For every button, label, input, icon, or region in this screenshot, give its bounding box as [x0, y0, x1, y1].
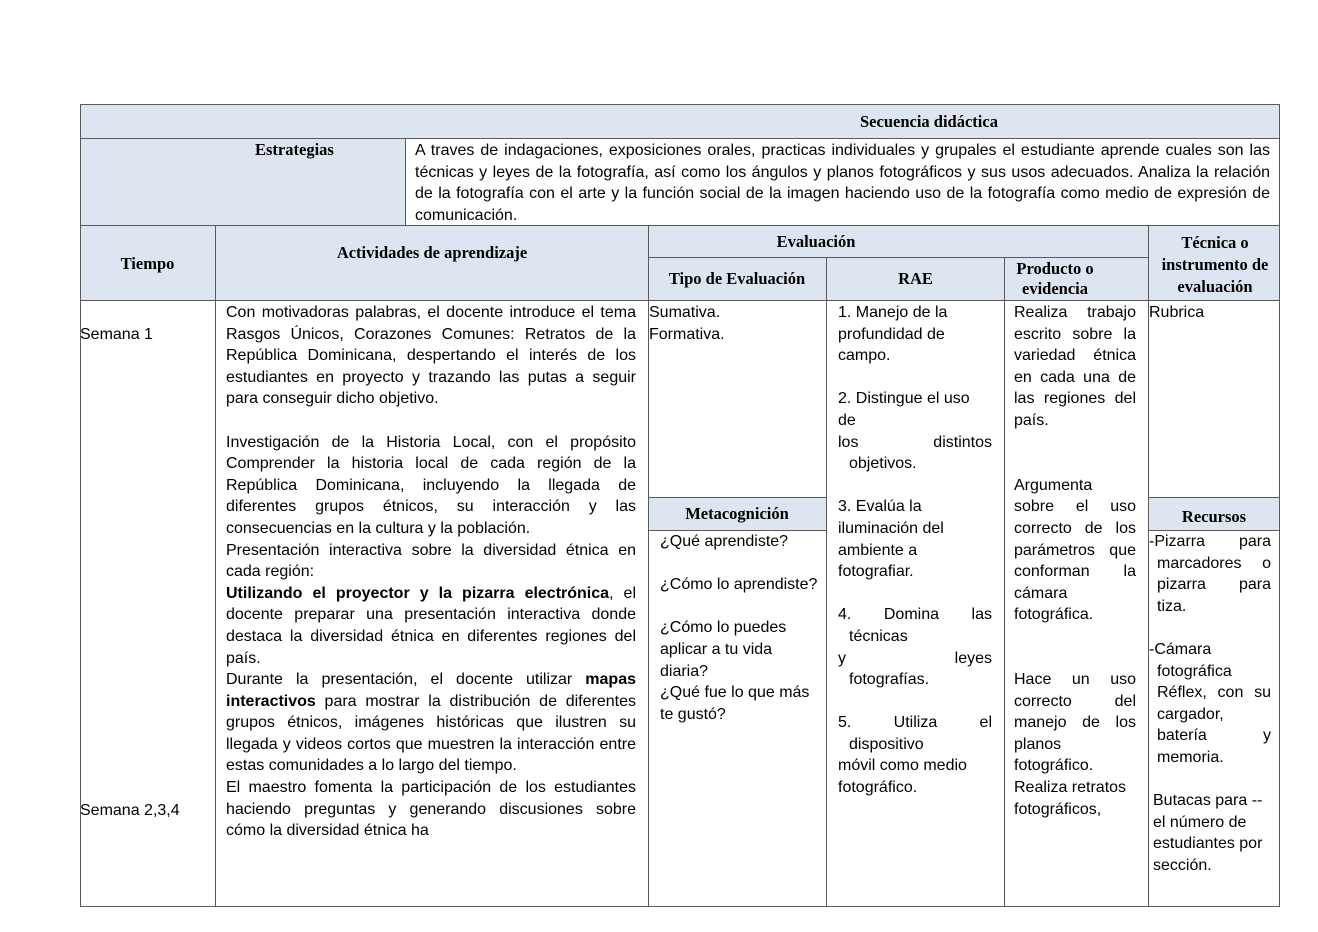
actividades-p5-rest: para mostrar la distribución de diferentes grupos étnicos, imágenes históricas que ilustren su llegada y videos cortos que muestren la interacción entre estas comunidades a lo largo del tiempo.	[226, 692, 636, 775]
recursos-list	[1149, 531, 1271, 877]
actividades-p5	[226, 669, 636, 777]
header-tiempo: Tiempo	[120, 254, 175, 273]
table-title: Secuencia didáctica	[860, 112, 998, 131]
header-recursos: Recursos	[1181, 507, 1247, 526]
rae-item-4b: técnicas	[849, 627, 908, 645]
producto-item-1: Realiza trabajo escrito sobre la variedad étnica en cada una de las regiones del país.	[1014, 304, 1136, 429]
recursos-item-2: -Cámara fotográfica Réflex, con su cargador, batería y memoria.	[1149, 640, 1271, 766]
actividades-p4	[226, 583, 636, 669]
tipo-evaluacion-item: Sumativa.	[649, 304, 721, 321]
actividades-p4-bold: Utilizando el proyector y la pizarra electrónica	[226, 584, 610, 602]
metacognicion-q3: ¿Cómo lo puedes aplicar a tu vida diaria?	[660, 619, 787, 680]
producto-list	[1014, 302, 1136, 820]
actividades-p5-start: Durante la presentación, el docente utilizar	[226, 671, 586, 689]
title-row-bg	[80, 104, 1280, 138]
header-rae: RAE	[898, 269, 933, 288]
tipo-evaluacion-list	[649, 302, 819, 345]
actividades-p2: Investigación de la Historia Local, con el propósito Comprender la historia local de cada región de la República Dominicana, incluyendo la llegada de diferentes grupos étnicos, su interacción y las consecuencias en la cultura y la población.	[226, 433, 636, 537]
rae-item-4a: 4. Domina las	[838, 606, 992, 624]
actividades-p4-rest: , el docente preparar una presentación interactiva donde destaca la diversidad étnica en diferentes regiones del país.	[226, 584, 637, 667]
actividades-text	[226, 302, 636, 842]
metacognicion-list	[660, 531, 820, 725]
rae-item-5a: 5. Utiliza el	[838, 714, 992, 732]
producto-item-3: Hace un uso correcto del manejo de los planos fotográfico.	[1014, 671, 1136, 775]
actividades-p5-bold: mapas interactivos	[226, 671, 636, 710]
tecnica-value: Rubrica	[1149, 304, 1205, 321]
rae-item-2c: objetivos.	[849, 455, 917, 473]
rae-item-4c: y leyes	[838, 649, 992, 667]
rae-item-2a: 2. Distingue el uso de	[838, 390, 970, 429]
recursos-item-3: Butacas para --el número de estudiantes por sección.	[1153, 792, 1263, 874]
header-evaluacion: Evaluación	[776, 232, 856, 251]
estrategias-text: A traves de indagaciones, exposiciones orales, practicas individuales y grupales el estudiante aprende cuales son las técnicas y leyes de la fotografía, así como los ángulos y planos fotográficos y sus usos adecuados. Analiza la relación de la fotografía con el arte y la función social de la imagen haciendo uso de la fotografía como medio de expresión de comunicación.	[415, 142, 1270, 224]
metacognicion-q4: ¿Qué fue lo que más te gustó?	[660, 684, 810, 723]
header-metacognicion: Metacognición	[685, 504, 789, 523]
tiempo-semana-2-3-4: Semana 2,3,4	[80, 802, 180, 819]
tiempo-semana-1: Semana 1	[80, 326, 153, 343]
rae-item-5b: dispositivo	[849, 735, 924, 753]
rae-item-3: 3. Evalúa la iluminación del ambiente a fotografiar.	[838, 498, 944, 581]
rae-list	[838, 302, 992, 799]
estrategias-label: Estrategias	[255, 140, 334, 159]
rae-item-5c: móvil como medio fotográfico.	[838, 757, 967, 797]
tipo-evaluacion-item: Formativa.	[649, 325, 725, 343]
rae-item-1: 1. Manejo de la profundidad de campo.	[838, 304, 948, 365]
header-tipo-evaluacion: Tipo de Evaluación	[668, 269, 806, 288]
producto-item-4: Realiza retratos fotográficos,	[1014, 779, 1127, 818]
recursos-item-1: -Pizarra para marcadores o pizarra para tiza.	[1149, 533, 1271, 615]
rae-item-2b: los distintos	[838, 433, 992, 451]
producto-item-2: Argumenta sobre el uso correcto de los parámetros que conforman la cámara fotográfica.	[1014, 476, 1136, 624]
actividades-p3: Presentación interactiva sobre la diversidad étnica en cada región:	[226, 541, 636, 581]
metacognicion-q2: ¿Cómo lo aprendiste?	[660, 576, 818, 594]
header-actividades: Actividades de aprendizaje	[336, 243, 528, 262]
header-tecnica: Técnica o instrumento de evaluación	[1161, 233, 1269, 296]
rae-item-4d: fotografías.	[849, 671, 930, 689]
actividades-p6: El maestro fomenta la participación de los estudiantes haciendo preguntas y generando discusiones sobre cómo la diversidad étnica ha	[226, 779, 636, 840]
metacognicion-q1: ¿Qué aprendiste?	[660, 533, 789, 550]
actividades-p1: Con motivadoras palabras, el docente introduce el tema Rasgos Únicos, Corazones Comunes: Retratos de la República Dominicana, despertando el interés de los estudiantes en proyecto y trazando las putas a seguir para conseguir dicho objetivo.	[226, 304, 636, 408]
header-producto: Producto o evidencia	[1016, 259, 1094, 298]
